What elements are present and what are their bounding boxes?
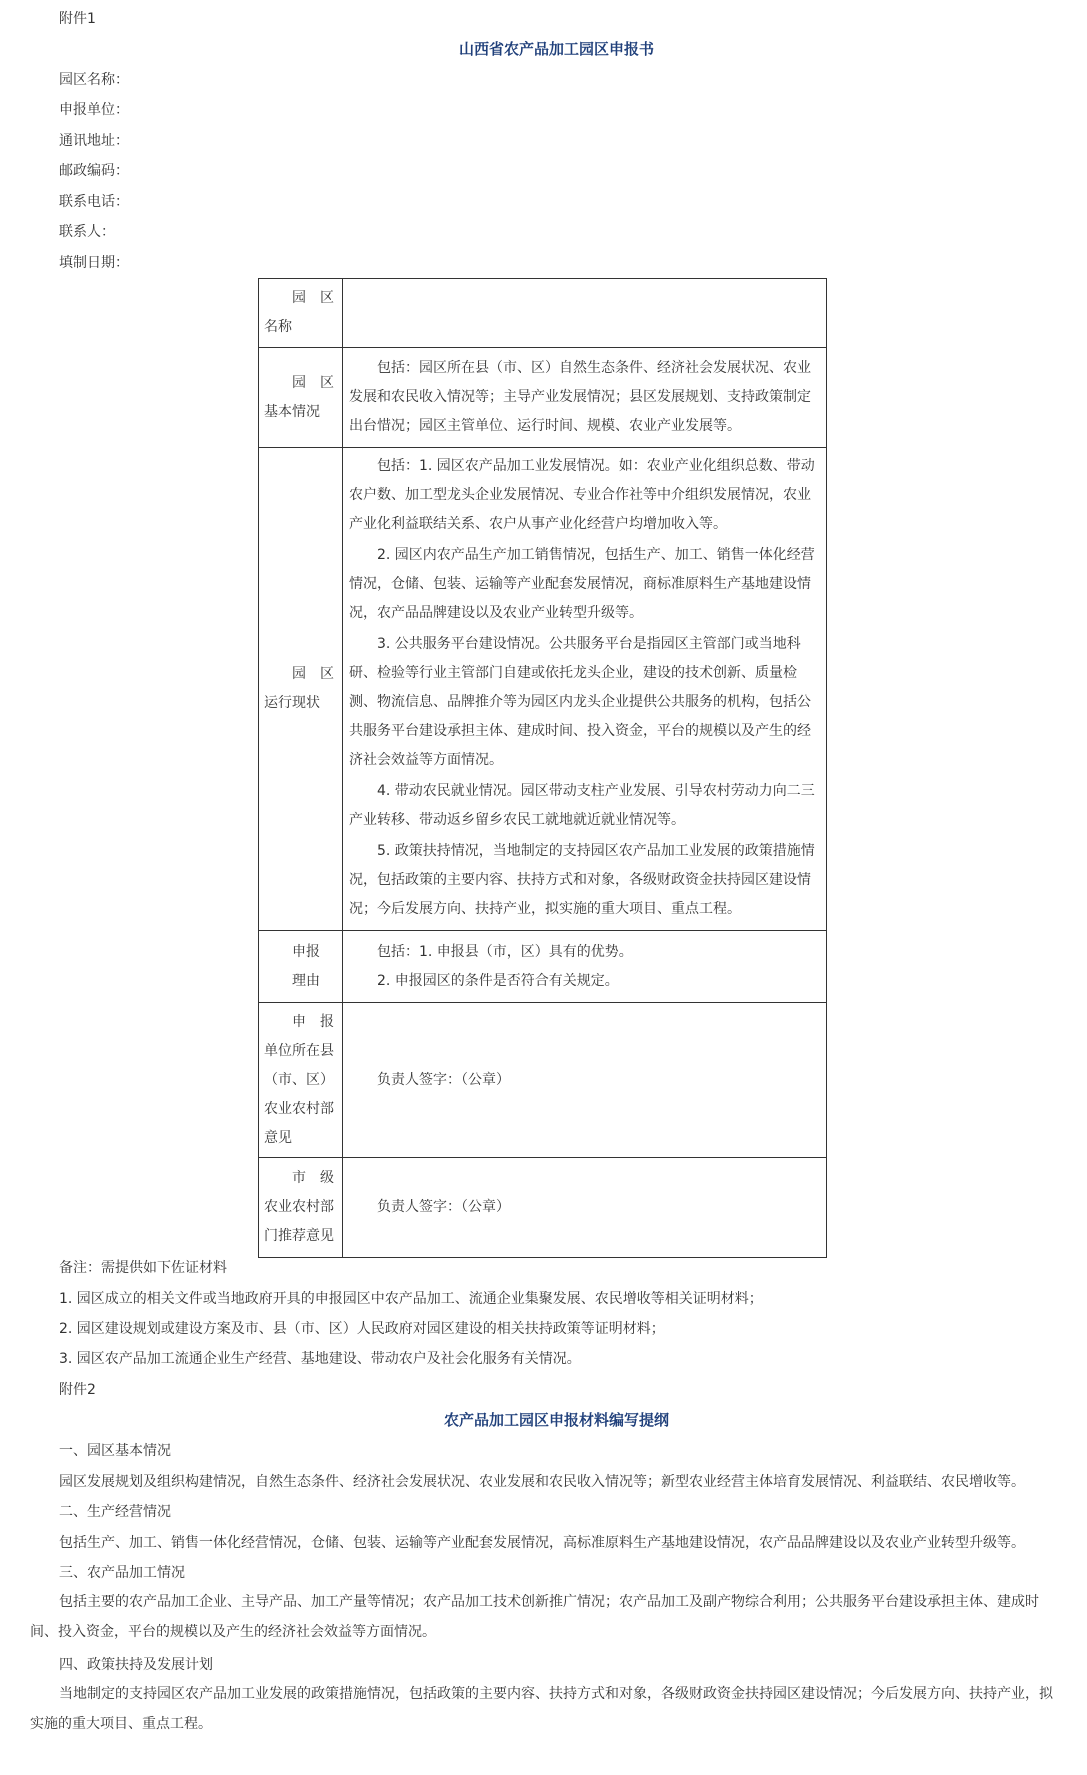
field-contact: 联系人： bbox=[59, 224, 115, 240]
row-header: 园 区 名称 bbox=[259, 279, 343, 348]
row-header: 申 报 单位所在县 （市、区） 农业农村部 意见 bbox=[259, 1003, 343, 1158]
row-content: 负责人签字：（公章） bbox=[343, 1003, 827, 1158]
row-content: 包括：1. 园区农产品加工业发展情况。如：农业产业化组织总数、带动农户数、加工型龙头企业发展情况、专业合作社等中介组织发展情况，农业产业化利益联结关系、农户从事产业化经营户均增加收入等。 2. 园区内农产品生产加工销售情况，包括生产、加工、销售一体化经营情况，仓储、包装、运输等产业配套发展情况，商标准原料生产基地建设情况，农产品品牌建设以及农业产业转型升级等。 3. 公共服务平台建设情况。公共服务平台是指园区主管部门或当地科研、检验等行业主管部门自建或依托龙头企业，建设的技术创新、质量检测、物流信息、品牌推介等为园区内龙头企业提供公共服务的机构，包括公共服务平台建设承担主体、建成时间、投入资金，平台的规模以及产生的经济社会效益等方面情况。 4. 带动农民就业情况。园区带动支柱产业发展、引导农村劳动力向二三产业转移、带动返乡留乡农民工就地就近就业情况等。 5. 政策扶持情况，当地制定的支持园区农产品加工业发展的政策措施情况，包括政策的主要内容、扶持方式和对象，各级财政资金扶持园区建设情况；今后发展方向、扶持产业，拟实施的重大项目、重点工程。 bbox=[343, 448, 827, 931]
field-postcode: 邮政编码： bbox=[59, 163, 129, 179]
row-content bbox=[343, 279, 827, 348]
row-content: 包括：1. 申报县（市，区）具有的优势。 2. 申报园区的条件是否符合有关规定。 bbox=[343, 931, 827, 1003]
row-header: 市 级 农业农村部 门推荐意见 bbox=[259, 1158, 343, 1258]
note-item: 3. 园区农产品加工流通企业生产经营、基地建设、带动农户及社会化服务有关情况。 bbox=[59, 1351, 581, 1367]
note-item: 2. 园区建设规划或建设方案及市、县（市、区）人民政府对园区建设的相关扶持政策等证明材料； bbox=[59, 1321, 665, 1337]
section-text: 园区发展规划及组织构建情况，自然生态条件、经济社会发展状况、农业发展和农民收入情况等；新型农业经营主体培育发展情况、利益联结、农民增收等。 bbox=[59, 1474, 1025, 1490]
table-row bbox=[259, 1003, 827, 1158]
field-date: 填制日期： bbox=[59, 255, 129, 271]
application-form-table bbox=[258, 278, 827, 1258]
row-header: 园 区 运行现状 bbox=[259, 448, 343, 931]
table-row bbox=[259, 448, 827, 931]
field-address: 通讯地址： bbox=[59, 133, 129, 149]
field-phone: 联系电话： bbox=[59, 194, 129, 210]
note-item: 1. 园区成立的相关文件或当地政府开具的申报园区中农产品加工、流通企业集聚发展、农民增收等相关证明材料； bbox=[59, 1291, 763, 1307]
section-heading: 四、政策扶持及发展计划 bbox=[59, 1657, 213, 1673]
annex1-label: 附件1 bbox=[59, 11, 96, 27]
section-heading: 二、生产经营情况 bbox=[59, 1504, 171, 1520]
section-text: 当地制定的支持园区农产品加工业发展的政策措施情况，包括政策的主要内容、扶持方式和对象，各级财政资金扶持园区建设情况；今后发展方向、扶持产业，拟实施的重大项目、重点工程。 bbox=[30, 1686, 1053, 1732]
table-row bbox=[259, 931, 827, 1003]
section-heading: 一、园区基本情况 bbox=[59, 1443, 171, 1459]
section-text: 包括主要的农产品加工企业、主导产品、加工产量等情况；农产品加工技术创新推广情况；农产品加工及副产物综合利用；公共服务平台建设承担主体、建成时间、投入资金，平台的规模以及产生的经济社会效益等方面情况。 bbox=[30, 1594, 1039, 1640]
annex2-label: 附件2 bbox=[59, 1382, 96, 1398]
annex2-title: 农产品加工园区申报材料编写提纲 bbox=[444, 1411, 670, 1429]
field-applicant: 申报单位： bbox=[59, 102, 129, 118]
row-header: 申报 理由 bbox=[259, 931, 343, 1003]
annex1-title: 山西省农产品加工园区申报书 bbox=[459, 40, 655, 58]
field-park-name: 园区名称： bbox=[59, 72, 129, 88]
table-row bbox=[259, 279, 827, 348]
row-content: 负责人签字：（公章） bbox=[343, 1158, 827, 1258]
section-heading: 三、农产品加工情况 bbox=[59, 1565, 185, 1581]
section-text: 包括生产、加工、销售一体化经营情况，仓储、包装、运输等产业配套发展情况，高标准原料生产基地建设情况，农产品品牌建设以及农业产业转型升级等。 bbox=[59, 1535, 1025, 1551]
notes-heading: 备注：需提供如下佐证材料 bbox=[59, 1260, 227, 1276]
table-row bbox=[259, 348, 827, 448]
table-row bbox=[259, 1158, 827, 1258]
row-header: 园 区 基本情况 bbox=[259, 348, 343, 448]
row-content: 包括：园区所在县（市、区）自然生态条件、经济社会发展状况、农业发展和农民收入情况等；主导产业发展情况；县区发展规划、支持政策制定出台惜况；园区主管单位、运行时间、规模、农业产业发展等。 bbox=[343, 348, 827, 448]
